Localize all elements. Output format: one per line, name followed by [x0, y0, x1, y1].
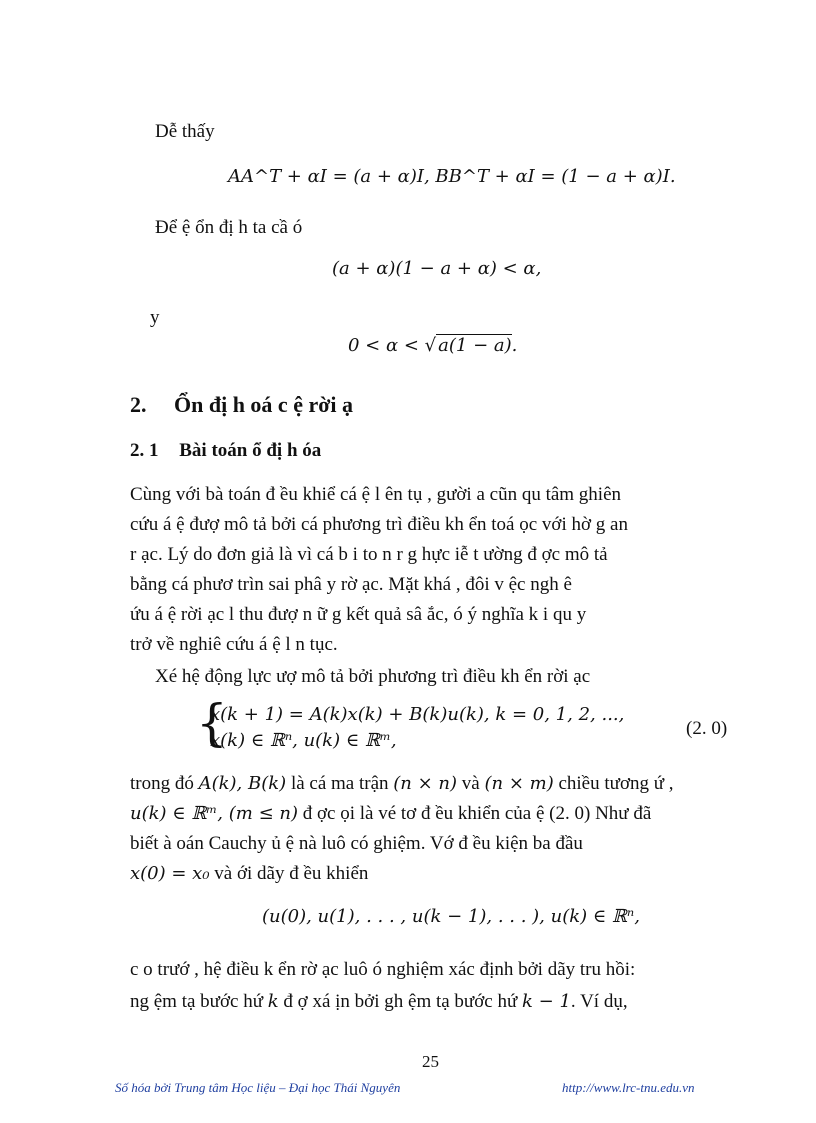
- equation-alpha-bound: [348, 334, 517, 356]
- section-title: Ổn đị h oá c ệ rời ạ: [174, 392, 354, 417]
- subsection-number: 2. 1: [130, 440, 159, 461]
- alpha-bound-radicand: a(1 − a): [438, 335, 512, 356]
- paragraph-1-line-6: trở về nghiê cứu á ệ l n tục.: [130, 634, 338, 655]
- p3-l1-text-b: là cá ma trận: [286, 773, 394, 794]
- paragraph-4-line-1: c o trướ , hệ điều k ển rờ ạc luô ó nghiệm xác định bởi dãy tru hồi:: [130, 959, 636, 980]
- paragraph-3-line-3: biết à oán Cauchy ủ ệ nà luô có ghiệm. Vớ đ ều kiện ba đầu: [130, 833, 583, 854]
- p3-l1-math-b: (n × n): [393, 773, 458, 794]
- intro-text: Dễ thấy: [155, 121, 215, 142]
- p3-l4-text: và ới dãy đ ều khiển: [209, 863, 369, 884]
- paragraph-1-line-4: bằng cá phươ trìn sai phâ y rờ ạc. Mặt khá , đôi v ệc ngh ê: [130, 574, 572, 595]
- subsection-title: Bài toán ổ đị h óa: [179, 440, 322, 461]
- p4-l2-text-a: ng ệm tạ bước hứ: [130, 991, 268, 1012]
- equation-alpha-inequality: (a + α)(1 − a + α) < α,: [332, 258, 542, 279]
- system-brace: {: [196, 694, 228, 752]
- paragraph-1-line-2: cứu á ệ đượ mô tả bởi cá phương trì điều kh ển toá ọc với hờ g an: [130, 514, 628, 535]
- alpha-bound-prefix: 0 < α < √: [348, 335, 437, 356]
- p3-l2-math: u(k) ∈ ℝᵐ, (m ≤ n): [130, 803, 298, 824]
- p4-l2-math-b: k − 1: [522, 991, 571, 1012]
- paragraph-1-line-5: ứu á ệ rời ạc l thu đượ n ữ g kết quả sâ ắc, ó ý nghĩa k i qu y: [130, 604, 587, 625]
- p3-l1-text-c: và: [457, 773, 485, 794]
- section-number: 2.: [130, 392, 147, 417]
- p3-l2-text: đ ợc ọi là vé tơ đ ều khiển của ệ (2. 0) Như đã: [298, 803, 652, 824]
- paragraph-1-line-1: Cùng với bà toán đ ều khiể cá ệ l ên tụ , gười a cũn qu tâm ghiên: [130, 484, 622, 505]
- y-text: y: [150, 307, 160, 328]
- paragraph-3-line-1: [130, 770, 674, 798]
- p3-l1-math-c: (n × m): [484, 773, 554, 794]
- p4-l2-text-c: . Ví dụ,: [570, 991, 628, 1012]
- paragraph-3-line-2: [130, 800, 651, 828]
- p4-l2-text-b: đ ợ xá ịn bởi gh ệm tạ bước hứ: [278, 991, 523, 1012]
- p3-l1-text-d: chiều tương ứ ,: [553, 773, 674, 794]
- section-heading: [130, 392, 353, 418]
- paragraph-4-line-2: [130, 988, 628, 1016]
- stability-requirement-text: Để ệ ổn đị h ta cầ ó: [155, 217, 303, 238]
- p3-l1-text-a: trong đó: [130, 773, 199, 794]
- p4-l2-math-a: k: [267, 991, 279, 1012]
- equation-aa-transpose: AA^T + αI = (a + α)I, BB^T + αI = (1 − a + α)I.: [228, 166, 676, 187]
- subsection-heading: [130, 440, 321, 462]
- alpha-bound-suffix: .: [511, 335, 518, 356]
- p3-l4-math: x(0) = x₀: [130, 863, 210, 884]
- p3-l1-math-a: A(k), B(k): [198, 773, 287, 794]
- equation-label: (2. 0): [686, 718, 728, 739]
- equation-control-sequence: (u(0), u(1), . . . , u(k − 1), . . . ), u(k) ∈ ℝⁿ,: [262, 906, 640, 927]
- paragraph-2-text: Xé hệ động lực ượ mô tả bởi phương trì điều kh ển rời ạc: [155, 666, 591, 687]
- page-number: 25: [422, 1052, 439, 1071]
- footer-attribution: Số hóa bởi Trung tâm Học liệu – Đại học Thái Nguyên: [115, 1080, 401, 1095]
- paragraph-3-line-4: [130, 860, 368, 888]
- footer-url[interactable]: http://www.lrc-tnu.edu.vn: [562, 1080, 695, 1095]
- system-line-2: x(k) ∈ ℝⁿ, u(k) ∈ ℝᵐ,: [210, 730, 397, 751]
- system-line-1: x(k + 1) = A(k)x(k) + B(k)u(k), k = 0, 1, 2, ...,: [210, 704, 625, 725]
- paragraph-1-line-3: r ạc. Lý do đơn giả là vì cá b i to n r g hực iễ t ường đ ợc mô tả: [130, 544, 608, 565]
